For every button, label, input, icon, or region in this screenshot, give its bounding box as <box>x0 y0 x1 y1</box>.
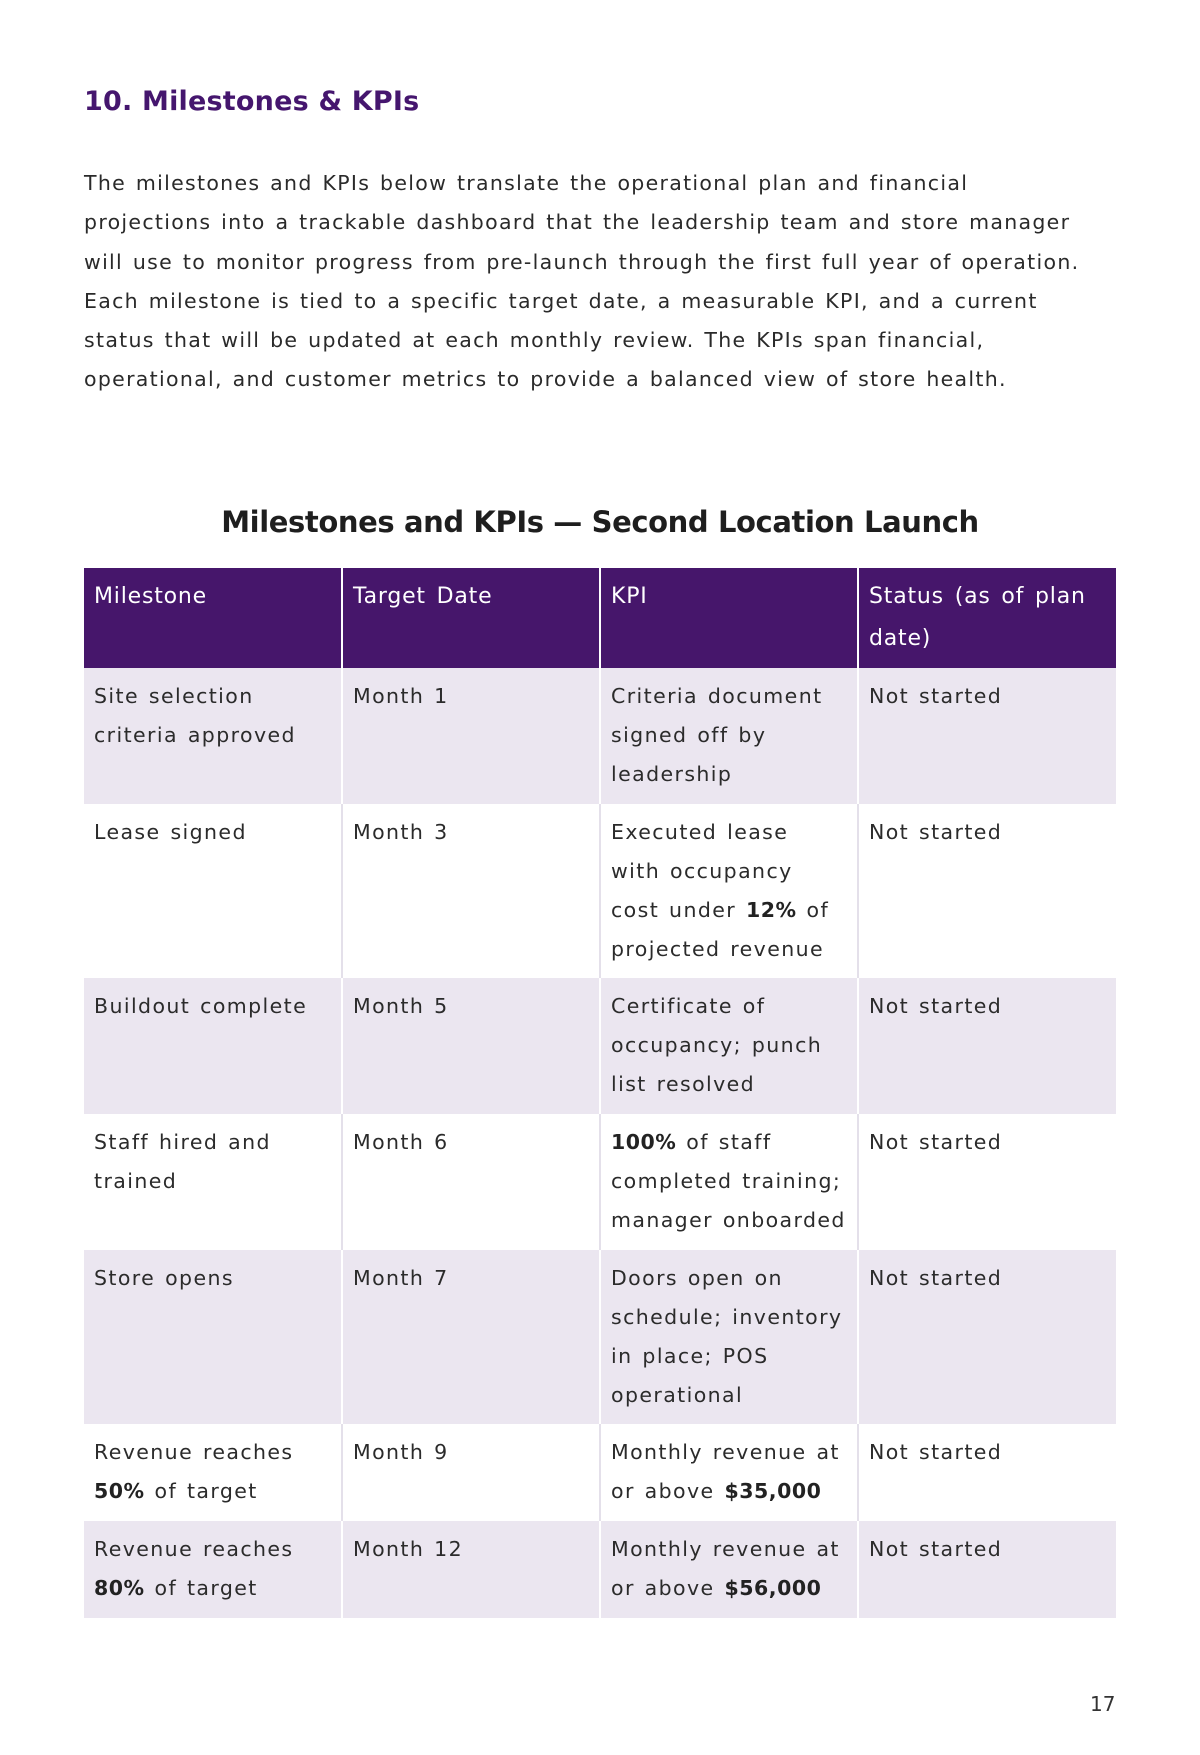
kpi-highlight: $35,000 <box>724 1479 822 1503</box>
kpi-highlight: 12% <box>746 898 797 922</box>
milestones-table <box>84 568 1116 1618</box>
table-row <box>84 978 1116 1114</box>
status-cell: Not started <box>858 1250 1116 1424</box>
kpi-cell: Certificate of occupancy; punch list resolved <box>600 978 858 1114</box>
status-cell: Not started <box>858 804 1116 978</box>
status-cell: Not started <box>858 1424 1116 1521</box>
header-status: Status (as of plan date) <box>858 568 1116 668</box>
table-row <box>84 1521 1116 1618</box>
kpi-cell: Criteria document signed off by leadership <box>600 668 858 804</box>
kpi-cell <box>600 804 858 978</box>
kpi-text: of staff completed training; manager onboarded <box>611 1130 846 1232</box>
kpi-text: Monthly revenue at or above <box>611 1440 840 1503</box>
milestone-cell: Staff hired and trained <box>84 1114 342 1250</box>
status-cell: Not started <box>858 668 1116 804</box>
status-cell: Not started <box>858 1521 1116 1618</box>
milestone-text: of target <box>154 1576 258 1600</box>
milestone-cell: Site selection criteria approved <box>84 668 342 804</box>
kpi-text: Executed lease with occupancy cost under <box>611 820 793 922</box>
milestone-cell: Store opens <box>84 1250 342 1424</box>
header-milestone: Milestone <box>84 568 342 668</box>
page-number: 17 <box>1090 1692 1116 1716</box>
status-cell: Not started <box>858 1114 1116 1250</box>
milestone-highlight: 50% <box>94 1479 145 1503</box>
kpi-highlight: 100% <box>611 1130 677 1154</box>
target-date-cell: Month 12 <box>342 1521 600 1618</box>
milestone-cell: Lease signed <box>84 804 342 978</box>
target-date-cell: Month 1 <box>342 668 600 804</box>
milestone-text: Revenue reaches <box>94 1440 294 1464</box>
table-row <box>84 668 1116 804</box>
target-date-cell: Month 5 <box>342 978 600 1114</box>
target-date-cell: Month 6 <box>342 1114 600 1250</box>
section-heading: 10. Milestones & KPIs <box>84 86 420 117</box>
milestone-text: of target <box>154 1479 258 1503</box>
table-header-row <box>84 568 1116 668</box>
target-date-cell: Month 3 <box>342 804 600 978</box>
table-row <box>84 1250 1116 1424</box>
kpi-cell <box>600 1424 858 1521</box>
target-date-cell: Month 9 <box>342 1424 600 1521</box>
table-row <box>84 1114 1116 1250</box>
kpi-text: Monthly revenue at or above <box>611 1537 840 1600</box>
milestone-cell <box>84 1424 342 1521</box>
milestone-text: Revenue reaches <box>94 1537 294 1561</box>
header-target-date: Target Date <box>342 568 600 668</box>
kpi-cell <box>600 1114 858 1250</box>
kpi-highlight: $56,000 <box>724 1576 822 1600</box>
milestone-highlight: 80% <box>94 1576 145 1600</box>
milestone-cell <box>84 1521 342 1618</box>
kpi-cell: Doors open on schedule; inventory in place; POS operational <box>600 1250 858 1424</box>
intro-paragraph: The milestones and KPIs below translate the operational plan and financial projections into a trackable dashboard that the leadership team and store manager will use to monitor progress from pre-launch through the first full year of operation. Each milestone is tied to a specific target date, a measurable KPI, and a current status that will be updated at each monthly review. The KPIs span financial, operational, and customer metrics to provide a balanced view of store health. <box>84 171 1080 392</box>
milestone-cell: Buildout complete <box>84 978 342 1114</box>
table-row <box>84 1424 1116 1521</box>
header-kpi: KPI <box>600 568 858 668</box>
kpi-cell <box>600 1521 858 1618</box>
table-row <box>84 804 1116 978</box>
table-title: Milestones and KPIs — Second Location Launch <box>221 505 979 539</box>
target-date-cell: Month 7 <box>342 1250 600 1424</box>
kpi-text: of projected revenue <box>611 898 830 961</box>
status-cell: Not started <box>858 978 1116 1114</box>
